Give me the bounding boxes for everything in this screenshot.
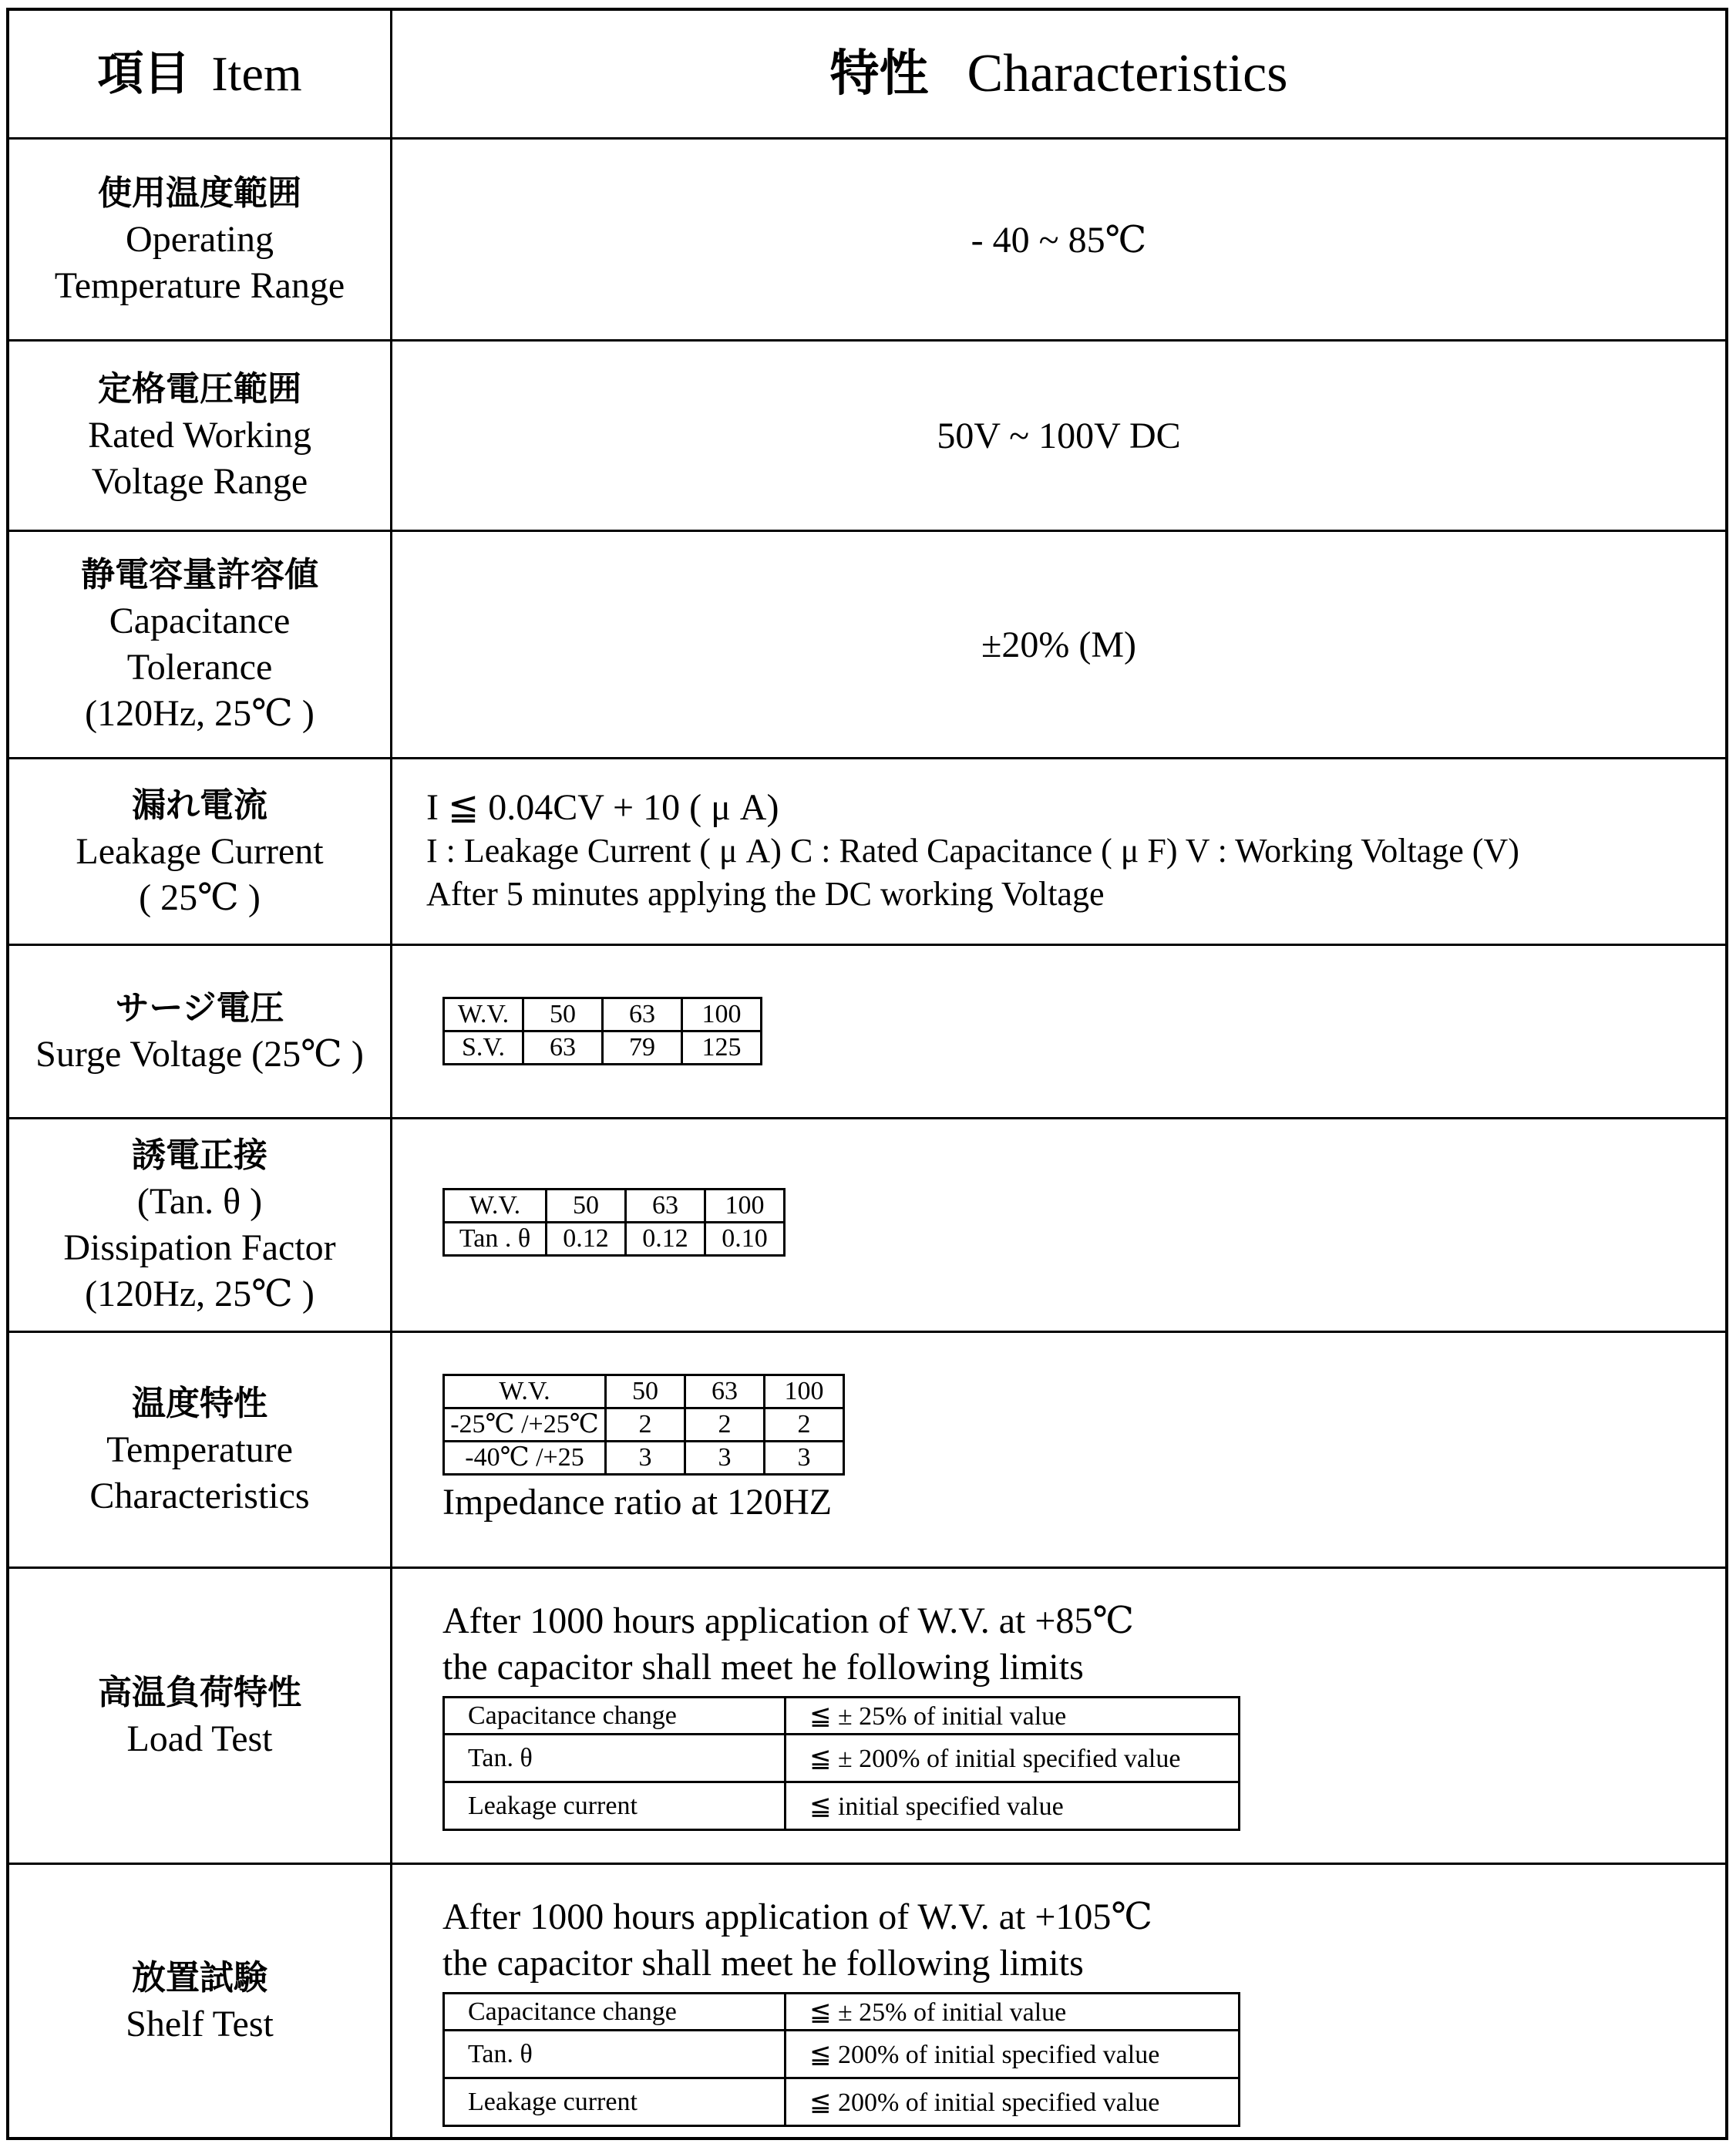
row-leakage-current [9,757,1725,944]
table-cell: ≦ 200% of initial specified value [786,2031,1240,2078]
row-label-jp: サージ電圧 [115,988,284,1028]
capacitance-tolerance-value: ±20% (M) [981,624,1136,665]
rated-voltage-value: 50V ~ 100V DC [937,415,1181,456]
shelf-test-line-1: After 1000 hours application of W.V. at +105℃ [442,1896,1153,1937]
row-label-en: Rated Working [88,415,311,456]
table-cell: 50 [547,1190,626,1223]
row-label-en: Shelf Test [126,2003,274,2044]
table-cell: 2 [606,1408,685,1442]
table-cell: Leakage current [444,1782,786,1830]
table-cell: ≦ initial specified value [786,1782,1240,1830]
table-cell: ≦ 200% of initial specified value [786,2078,1240,2126]
table-cell: -40℃ /+25 [444,1442,606,1475]
table-cell: Leakage current [444,2078,786,2126]
header-row [9,11,1725,137]
table-cell: 63 [603,998,682,1031]
header-char-jp: 特性 [829,45,929,103]
impedance-note: Impedance ratio at 120HZ [442,1482,833,1523]
table-cell: 2 [765,1408,844,1442]
row-label-en: Load Test [126,1718,273,1759]
row-label-jp: 温度特性 [132,1383,267,1423]
row-label-jp: 静電容量許容値 [81,555,318,594]
table-cell: 50 [523,998,603,1031]
surge-voltage-table [442,997,762,1065]
table-cell: 79 [603,1031,682,1065]
header-item-en: Item [211,46,302,101]
leakage-note: After 5 minutes applying the DC working Voltage [426,875,1105,913]
table-cell: 100 [765,1375,844,1408]
row-temperature-characteristics [9,1331,1725,1567]
table-cell: 50 [606,1375,685,1408]
row-label-jp: 放置試験 [132,1957,267,1997]
table-cell: Tan. θ [444,2031,786,2078]
table-cell: -25℃ /+25℃ [444,1408,606,1442]
table-cell: 63 [685,1375,765,1408]
table-row [444,1735,1240,1782]
table-cell: W.V. [444,1375,606,1408]
table-cell: 100 [705,1190,785,1223]
table-cell: ≦ ± 25% of initial value [786,1994,1240,2031]
row-label-jp: 定格電圧範囲 [98,369,301,409]
row-label-en: Characteristics [89,1475,310,1516]
row-label-en: Surge Voltage (25℃ ) [35,1034,364,1075]
shelf-test-limits-table [442,1992,1240,2127]
row-surge-voltage [9,944,1725,1117]
table-row [444,1375,844,1408]
row-label-en: Capacitance [109,601,291,641]
table-cell: S.V. [444,1031,523,1065]
table-cell: ≦ ± 25% of initial value [786,1698,1240,1735]
table-row [444,1442,844,1475]
table-row [444,1223,785,1256]
row-label-en: ( 25℃ ) [139,877,261,918]
row-operating-temperature [9,137,1725,339]
table-row [444,2078,1240,2126]
table-cell: 125 [682,1031,762,1065]
table-cell: Capacitance change [444,1698,786,1735]
spec-table [6,8,1728,2140]
load-test-line-2: the capacitor shall meet he following limits [442,1647,1084,1688]
table-cell: 100 [682,998,762,1031]
table-cell: 63 [626,1190,705,1223]
row-rated-voltage [9,339,1725,530]
table-cell: 63 [523,1031,603,1065]
table-cell: 0.10 [705,1223,785,1256]
row-label-jp: 使用温度範囲 [98,173,301,213]
header-item-cell [9,11,390,137]
leakage-text [426,786,1519,916]
table-row [444,1031,762,1065]
shelf-test-line-2: the capacitor shall meet he following limits [442,1943,1084,1984]
table-row [444,1698,1240,1735]
table-cell: 0.12 [626,1223,705,1256]
row-label-en: Operating [126,218,274,260]
row-label-en: Temperature Range [54,264,345,306]
table-row [444,1994,1240,2031]
row-capacitance-tolerance [9,530,1725,757]
row-dissipation-factor [9,1117,1725,1331]
table-row [444,998,762,1031]
table-row [444,1190,785,1223]
row-label-jp: 高温負荷特性 [98,1672,301,1712]
header-char-cell [392,11,1725,137]
table-cell: 0.12 [547,1223,626,1256]
table-cell: 3 [685,1442,765,1475]
table-cell: 2 [685,1408,765,1442]
row-shelf-test [9,1863,1725,2137]
table-cell: Tan. θ [444,1735,786,1782]
row-label-jp: 漏れ電流 [132,785,267,825]
row-label-en: (120Hz, 25℃ ) [85,1274,315,1314]
load-test-limits-table [442,1696,1240,1831]
table-cell: Tan . θ [444,1223,547,1256]
row-label-en: Temperature [106,1429,293,1470]
row-label-en: Dissipation Factor [63,1227,336,1268]
header-item-jp: 項目 [97,47,190,101]
dissipation-factor-table [442,1188,786,1257]
table-cell: 3 [765,1442,844,1475]
row-label-jp: 誘電正接 [132,1136,267,1175]
row-label-en: Leakage Current [76,830,324,872]
table-cell: Capacitance change [444,1994,786,2031]
table-row [444,1408,844,1442]
operating-temperature-value: - 40 ~ 85℃ [971,219,1147,261]
row-load-test [9,1567,1725,1863]
temperature-characteristics-table [442,1374,845,1476]
table-row [444,1782,1240,1830]
row-label-en: Voltage Range [91,461,308,502]
row-label-en: (120Hz, 25℃ ) [85,693,315,734]
table-cell: ≦ ± 200% of initial specified value [786,1735,1240,1782]
row-label-en: Tolerance [126,647,273,688]
load-test-line-1: After 1000 hours application of W.V. at +85℃ [442,1600,1135,1641]
leakage-formula: I ≦ 0.04CV + 10 ( μ A) [426,787,779,828]
header-char-en: Characteristics [967,44,1288,103]
row-label-en: (Tan. θ ) [136,1181,263,1222]
table-row [444,2031,1240,2078]
table-cell: W.V. [444,998,523,1031]
leakage-legend: I : Leakage Current ( μ A) C : Rated Capacitance ( μ F) V : Working Voltage (V) [426,832,1519,870]
table-cell: W.V. [444,1190,547,1223]
table-cell: 3 [606,1442,685,1475]
